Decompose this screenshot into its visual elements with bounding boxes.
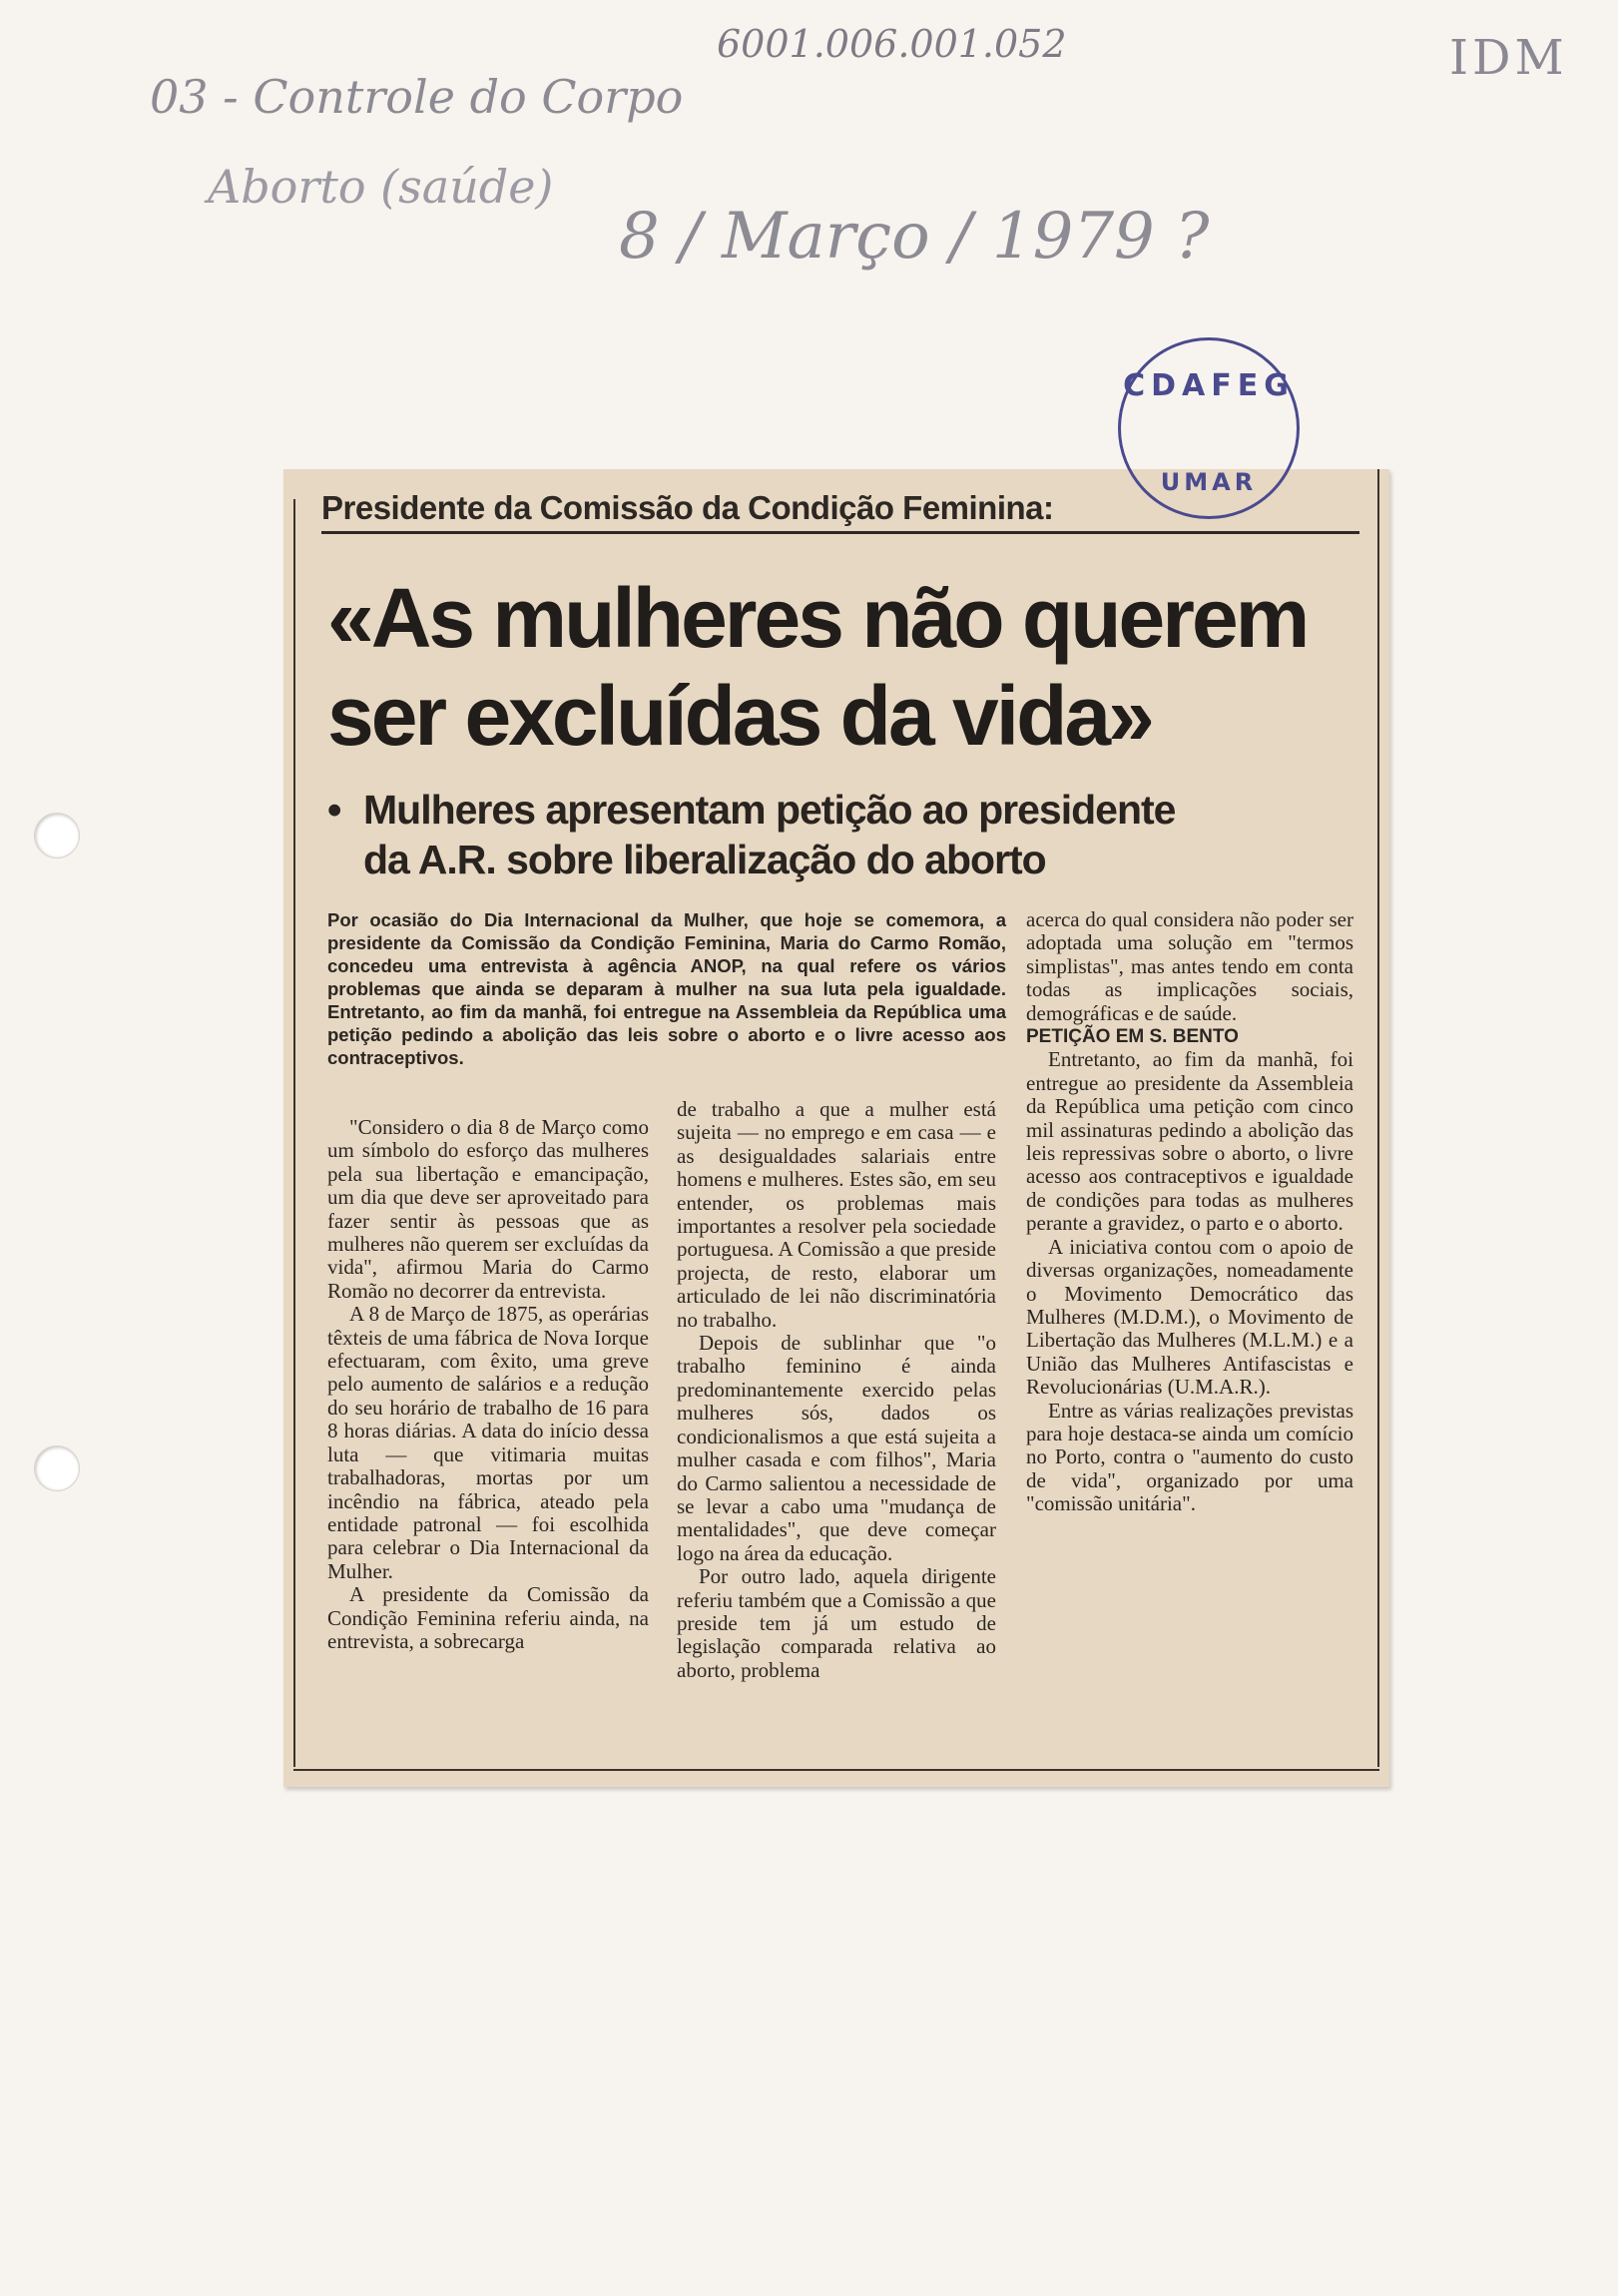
stamp-bottom-text: UMAR bbox=[1160, 468, 1258, 496]
article-headline bbox=[327, 569, 1365, 765]
subhead-bullet: • bbox=[327, 787, 341, 833]
column-rule-bottom bbox=[293, 1769, 1379, 1771]
punch-hole-top bbox=[34, 813, 80, 859]
paragraph: de trabalho a que a mulher está sujeita — no emprego e em casa — e as desigualdades salariais entre homens e mulheres. Estes são, em seu entender, os problemas mais importantes a resolver pela sociedade portuguesa. A Comissão a que preside projecta, de resto, elaborar um articulado de lei não discriminatória no trabalho. bbox=[677, 1097, 996, 1332]
paragraph: Por outro lado, aquela dirigente referiu também que a Comissão a que preside tem já um estudo de legislação comparada relativa ao aborto, problema bbox=[677, 1564, 996, 1682]
topic-note: Aborto (saúde) bbox=[208, 160, 554, 214]
column-rule-left bbox=[293, 499, 295, 1767]
paragraph: Depois de sublinhar que "o trabalho feminino é ainda predominantemente exercido pelas mulheres sós, dados os condicionalismos a que está sujeita a mulher casada e com filhos", Maria do Carmo salientou a necessidade de se levar a cabo uma "mudança de mentalidades", que deve começar logo na área da educação. bbox=[677, 1331, 996, 1565]
archive-code: 6001.006.001.052 bbox=[717, 22, 1067, 66]
paragraph: Entretanto, ao fim da manhã, foi entregue ao presidente da Assembleia da República uma petição com cinco mil assinaturas pedindo a abolição das leis repressivas sobre o aborto, o livre acesso aos contraceptivos e igualdade de condições para todas as mulheres perante a gravidez, o parto e o aborto. bbox=[1026, 1047, 1353, 1236]
paragraph: "Considero o dia 8 de Março como um símbolo do esforço das mulheres pela sua libertação e emancipação, um dia que deve ser aproveitado para fazer sentir às pessoas que as mulheres não querem ser excluídas da vida", afirmou Maria do Carmo Romão no decorrer da entrevista. bbox=[327, 1115, 649, 1303]
subhead-line-1: Mulheres apresentam petição ao presidente bbox=[363, 787, 1176, 833]
punch-hole-bottom bbox=[34, 1445, 80, 1491]
article-subhead bbox=[327, 785, 1326, 884]
subhead-line-2: da A.R. sobre liberalização do aborto bbox=[363, 837, 1046, 882]
article-column-1 bbox=[327, 1116, 649, 1653]
column-rule-right bbox=[1377, 469, 1379, 1767]
corner-mark: IDM bbox=[1449, 30, 1568, 86]
paragraph: Entre as várias realizações previstas para hoje destaca-se ainda um comício no Porto, contra o "aumento do custo de vida", organizado por uma "comissão unitária". bbox=[1026, 1398, 1353, 1516]
article-lead: Por ocasião do Dia Internacional da Mulher, que hoje se comemora, a presidente da Comissão da Condição Feminina, Maria do Carmo Romão, concedeu uma entrevista à agência ANOP, na qual refere os vários problemas que ainda se deparam à mulher na sua luta pela igualdade. Entretanto, ao fim da manhã, foi entregue na Assembleia da República uma petição pedindo a abolição das leis sobre o aborto e o livre acesso aos contraceptivos. bbox=[327, 909, 1006, 1068]
article-column-2 bbox=[677, 1098, 996, 1682]
date-note: 8 / Março / 1979 ? bbox=[619, 200, 1210, 274]
stamp-top-text: CDAFEG bbox=[1123, 368, 1295, 403]
article-kicker: Presidente da Comissão da Condição Feminina: bbox=[321, 489, 1359, 534]
category-note: 03 - Controle do Corpo bbox=[150, 70, 684, 124]
paragraph: A 8 de Março de 1875, as operárias têxteis de uma fábrica de Nova Iorque efectuaram, com êxito, uma greve pelo aumento de salários e a redução do seu horário de trabalho de 16 para 8 horas diárias. A data do início dessa luta — que vitimaria muitas trabalhadoras, mortas por um incêndio na fábrica, ateado pela entidade patronal — foi escolhida para celebrar o Dia Internacional da Mulher. bbox=[327, 1302, 649, 1583]
newspaper-clipping bbox=[283, 469, 1389, 1787]
section-heading: PETIÇÃO EM S. BENTO bbox=[1026, 1026, 1239, 1048]
article-column-3 bbox=[1026, 908, 1353, 1516]
headline-line-2: ser excluídas da vida» bbox=[327, 669, 1152, 763]
paragraph: A presidente da Comissão da Condição Feminina referiu ainda, na entrevista, a sobrecarga bbox=[327, 1582, 649, 1653]
headline-line-1: «As mulheres não querem bbox=[327, 571, 1308, 665]
paragraph: A iniciativa contou com o apoio de diversas organizações, nomeadamente o Movimento Democrático das Mulheres (M.D.M.), o Movimento de Libertação das Mulheres (M.L.M.) e a União das Mulheres Antifascistas e Revolucionárias (U.M.A.R.). bbox=[1026, 1234, 1353, 1400]
archive-stamp bbox=[1118, 337, 1300, 519]
paragraph: acerca do qual considera não poder ser adoptada uma solução em "termos simplistas", mas antes tendo em conta todas as implicações sociais, demográficas e de saúde. bbox=[1026, 907, 1353, 1025]
